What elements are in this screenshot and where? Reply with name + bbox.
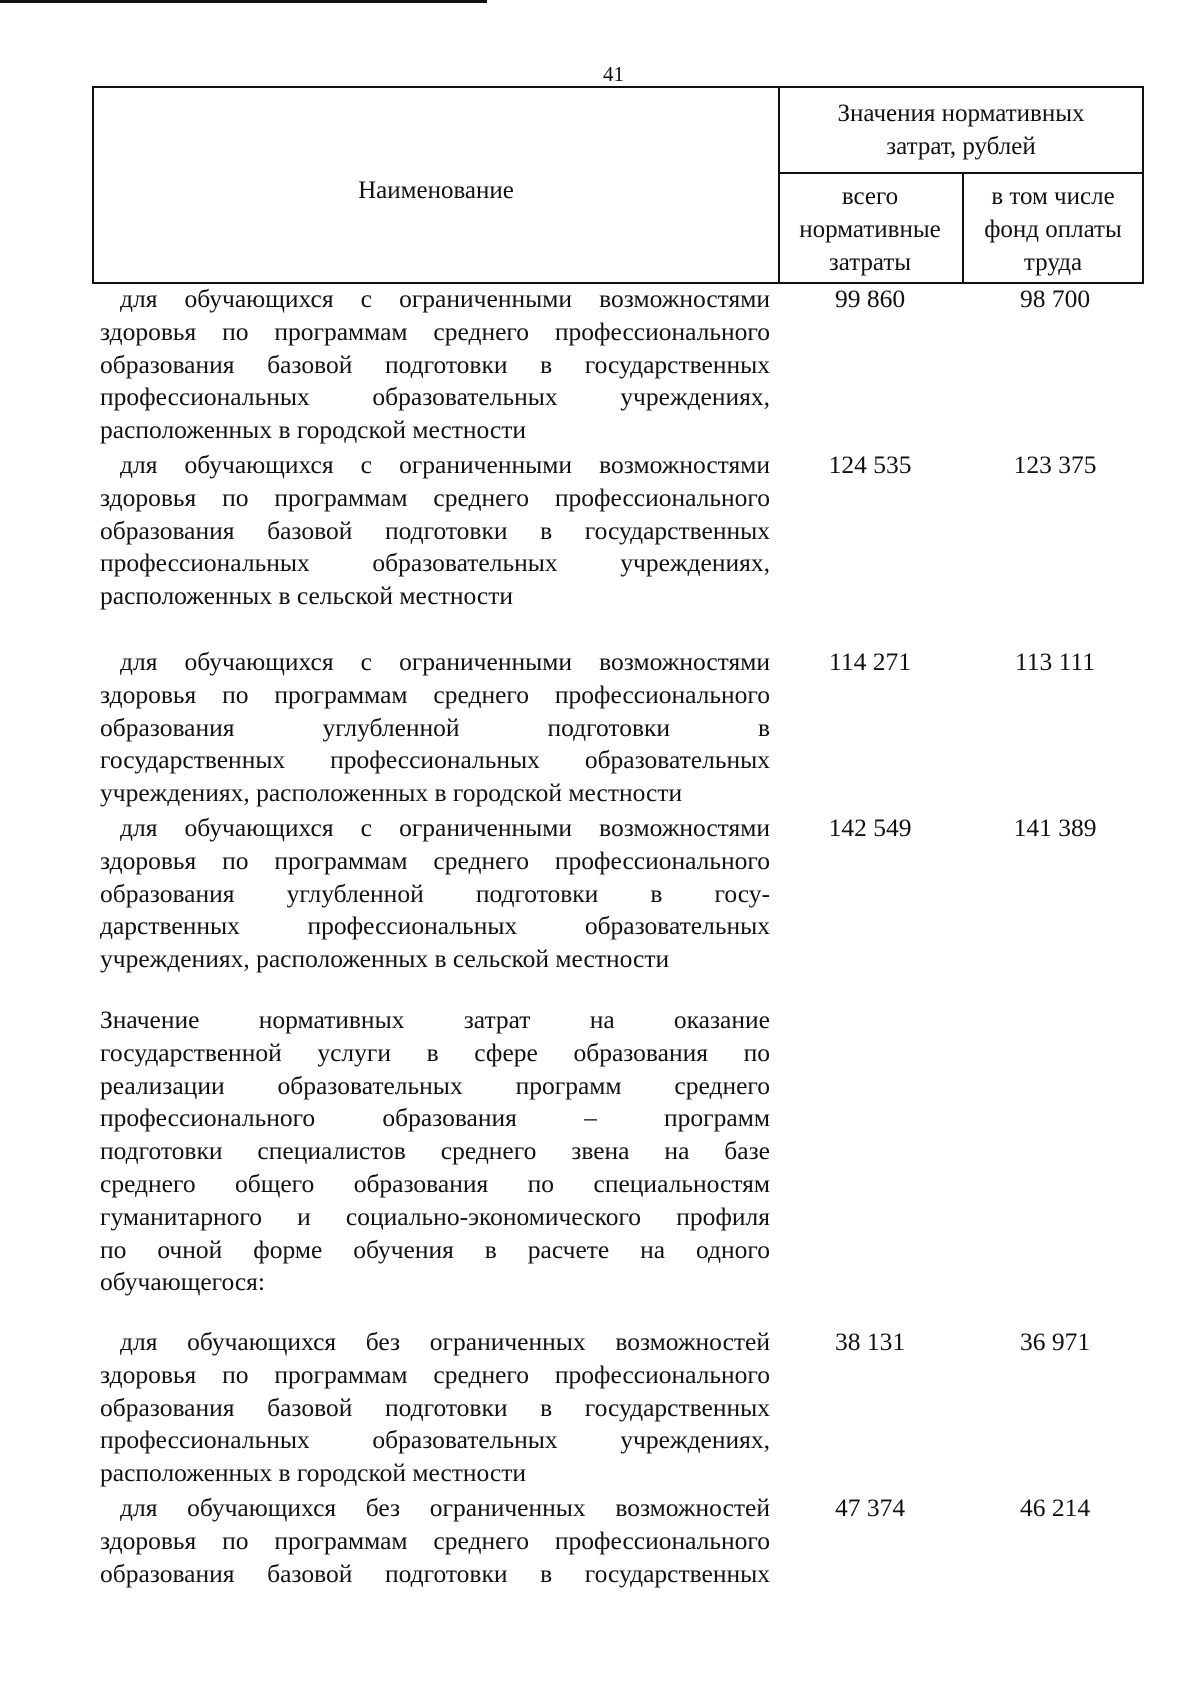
- table-row: [100, 812, 770, 976]
- row-total-value: 47 374: [834, 1493, 906, 1522]
- top-rule: [0, 0, 487, 3]
- row-total-value: 99 860: [834, 284, 906, 313]
- row-text-line: дарственных профессиональных образовательных: [100, 911, 770, 941]
- row-text-line: обучающегося:: [100, 1267, 265, 1297]
- row-text-line: здоровья по программам среднего профессионального: [100, 316, 770, 346]
- row-fund-value: 113 111: [1014, 647, 1096, 676]
- row-text-line: по очной форме обучения в расчете на одного: [100, 1234, 770, 1264]
- row-text-line: государственных профессиональных образовательных: [100, 745, 770, 775]
- row-text-line: здоровья по программам среднего профессионального: [100, 1359, 770, 1389]
- header-name: [94, 174, 778, 207]
- row-text-line: учреждениях, расположенных в городской местности: [100, 778, 683, 808]
- row-text-line: подготовки специалистов среднего звена на базе: [100, 1136, 770, 1166]
- section-heading-row: [100, 1004, 770, 1299]
- row-total-value: 124 535: [828, 450, 912, 479]
- row-text-line: расположенных в городской местности: [100, 415, 527, 445]
- header-fund: [962, 180, 1144, 279]
- row-text-line: для обучающихся с ограниченными возможностями: [120, 813, 770, 842]
- row-text-line: профессиональных образовательных учреждениях,: [100, 382, 770, 412]
- row-text-line: образования базовой подготовки в государственных: [100, 515, 770, 545]
- row-text-line: образования углубленной подготовки в: [100, 712, 770, 742]
- table-row: [100, 1326, 770, 1490]
- row-text-line: здоровья по программам среднего профессионального: [100, 679, 770, 709]
- row-text-line: для обучающихся с ограниченными возможностями: [120, 647, 770, 676]
- header-total-line-3: затраты: [828, 249, 912, 276]
- row-text-line: для обучающихся с ограниченными возможностями: [120, 284, 770, 313]
- row-text-line: профессионального образования – программ: [100, 1103, 770, 1133]
- header-total-line-2: нормативные: [799, 216, 941, 243]
- row-text-line: для обучающихся с ограниченными возможностями: [120, 450, 770, 479]
- row-text-line: здоровья по программам среднего профессионального: [100, 845, 770, 875]
- row-text-line: здоровья по программам среднего профессионального: [100, 482, 770, 512]
- page-number: 41: [603, 62, 624, 86]
- row-fund-value: 98 700: [1019, 284, 1091, 313]
- header-values: [778, 97, 1144, 163]
- row-text-line: Значение нормативных затрат на оказание: [100, 1005, 770, 1034]
- table-row: [100, 1492, 770, 1590]
- row-text-line: образования углубленной подготовки в госу-: [100, 878, 770, 908]
- table-row: [100, 283, 770, 447]
- row-text-line: для обучающихся без ограниченных возможностей: [120, 1493, 770, 1522]
- row-total-value: 38 131: [834, 1327, 906, 1356]
- row-fund-value: 46 214: [1019, 1493, 1091, 1522]
- header-name-text: Наименование: [358, 177, 514, 204]
- row-fund-value: 123 375: [1013, 450, 1097, 479]
- row-text-line: расположенных в городской местности: [100, 1458, 527, 1488]
- row-text-line: учреждениях, расположенных в сельской местности: [100, 944, 670, 974]
- header-fund-line-1: в том числе: [991, 183, 1115, 210]
- row-text-line: здоровья по программам среднего профессионального: [100, 1525, 770, 1555]
- header-fund-line-3: труда: [1023, 249, 1083, 276]
- row-text-line: среднего общего образования по специальностям: [100, 1168, 770, 1198]
- row-fund-value: 141 389: [1013, 813, 1097, 842]
- table-row: [100, 646, 770, 810]
- row-text-line: для обучающихся без ограниченных возможностей: [120, 1327, 770, 1356]
- row-total-value: 142 549: [828, 813, 912, 842]
- row-fund-value: 36 971: [1019, 1327, 1091, 1356]
- table-header: [92, 86, 1144, 284]
- row-text-line: гуманитарного и социально-экономического профиля: [100, 1201, 770, 1231]
- row-text-line: образования базовой подготовки в государственных: [100, 349, 770, 379]
- row-text-line: государственной услуги в сфере образования по: [100, 1037, 770, 1067]
- row-total-value: 114 271: [829, 647, 911, 676]
- header-values-line-1: Значения нормативных: [837, 100, 1085, 127]
- header-divider-horizontal: [778, 172, 1144, 174]
- header-values-line-2: затрат, рублей: [886, 133, 1036, 160]
- header-fund-line-2: фонд оплаты: [984, 216, 1122, 243]
- header-total: [778, 180, 962, 279]
- table-row: [100, 449, 770, 613]
- row-text-line: реализации образовательных программ среднего: [100, 1070, 770, 1100]
- row-text-line: образования базовой подготовки в государственных: [100, 1392, 770, 1422]
- row-text-line: профессиональных образовательных учреждениях,: [100, 548, 770, 578]
- row-text-line: образования базовой подготовки в государственных: [100, 1558, 770, 1588]
- row-text-line: расположенных в сельской местности: [100, 581, 514, 611]
- header-total-line-1: всего: [841, 183, 899, 210]
- row-text-line: профессиональных образовательных учреждениях,: [100, 1425, 770, 1455]
